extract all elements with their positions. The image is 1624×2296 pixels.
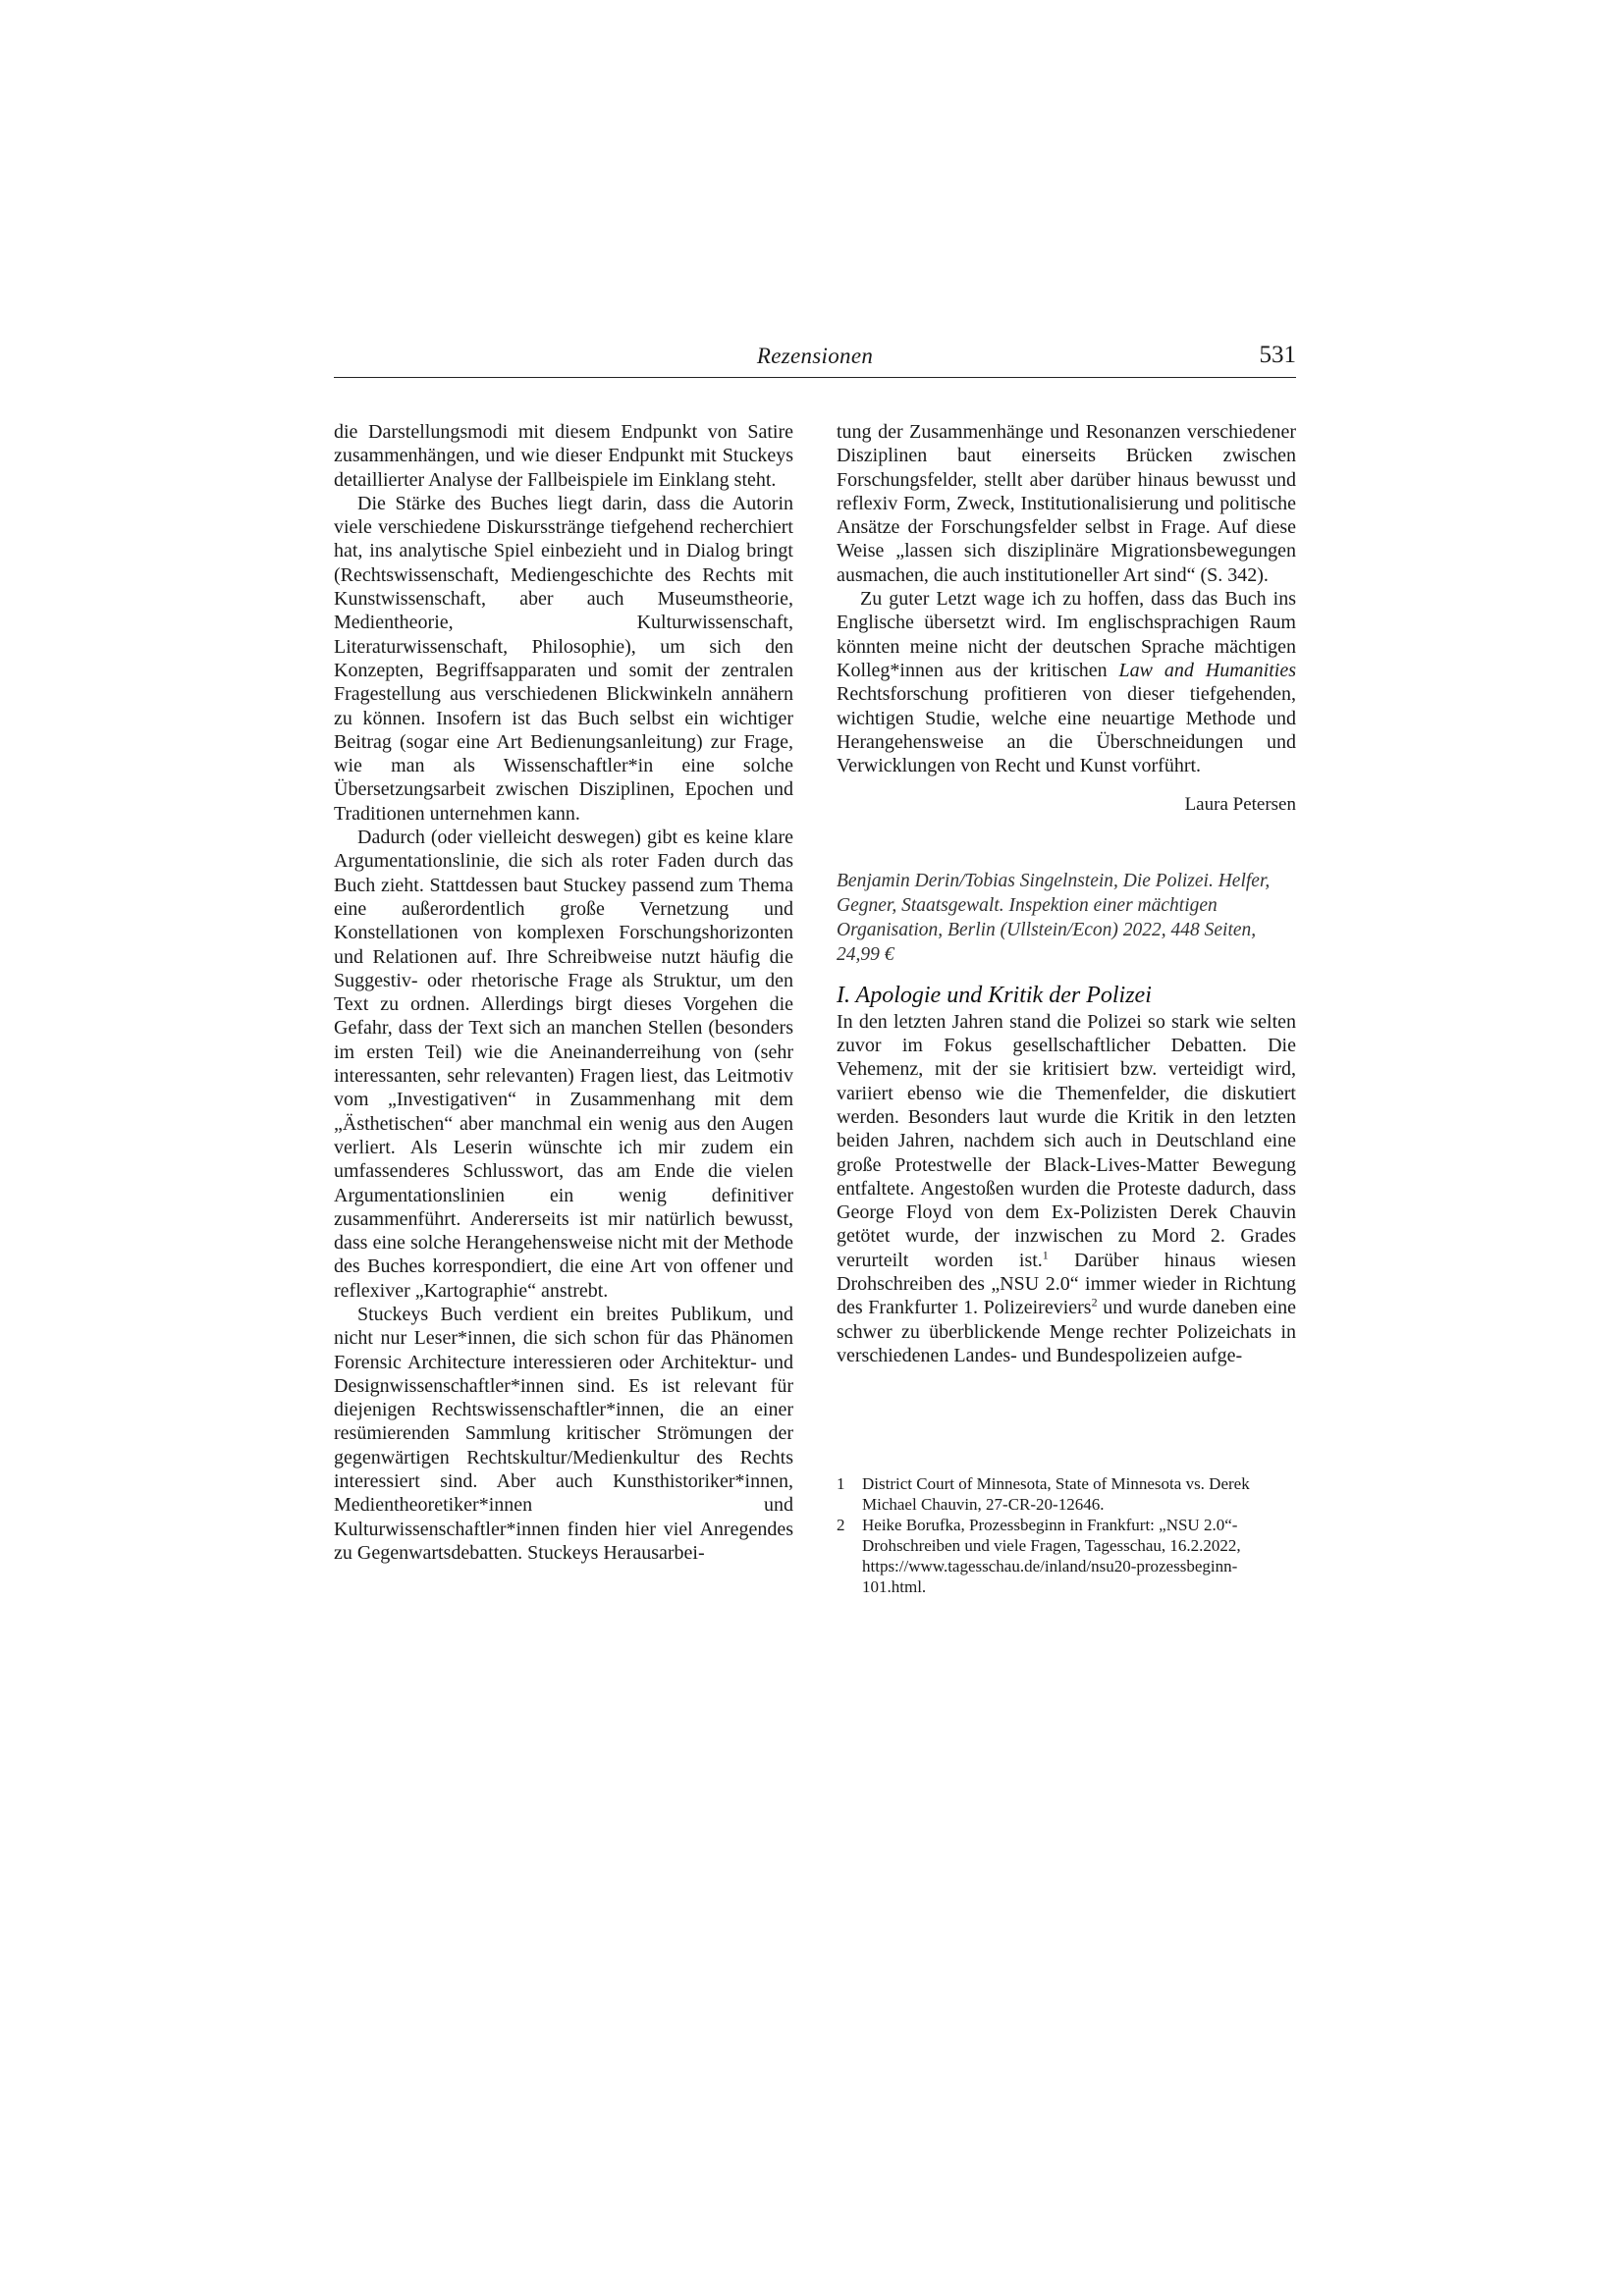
paragraph: Die Stärke des Buches liegt darin, dass die Autorin viele verschiedene Diskursstränge tiefgehend recherchiert hat, ins analytische Spiel einbezieht und in Dialog bringt (Rechtswissenschaft, Mediengeschichte des Rechts mit Kunstwissenschaft, aber auch Museumstheorie, Medientheorie, Kulturwissenschaft, Literaturwissenschaft, Philosophie), um sich den Konzepten, Begriffsapparaten und somit der zentralen Fragestellung aus verschiedenen Blickwinkeln annähern zu können. Insofern ist das Buch selbst ein wichtiger Beitrag (sogar eine Art Bedienungsanleitung) zur Frage, wie man als Wissenschaftler*in eine solche Übersetzungsarbeit zwischen Disziplinen, Epochen und Traditionen unternehmen kann.	[334, 492, 793, 825]
paragraph	[837, 587, 1296, 777]
paragraph	[837, 1010, 1296, 1367]
paragraph: die Darstellungsmodi mit diesem Endpunkt von Satire zusammenhängen, und wie dieser Endpunkt mit Stuckeys detaillierter Analyse der Fallbeispiele im Einklang steht.	[334, 421, 793, 491]
paragraph-text: und wurde daneben eine schwer zu überblickende Menge rechter Polizeichats in verschiedenen Landes- und Bundespolizeien aufge-	[837, 1297, 1296, 1366]
section-heading: I. Apologie und Kritik der Polizei	[837, 982, 1152, 1008]
running-header	[334, 342, 1296, 378]
paragraph: Stuckeys Buch verdient ein breites Publikum, und nicht nur Leser*innen, die sich schon für das Phänomen Forensic Architecture interessieren oder Architektur- und Designwissenschaftler*innen sind. Es ist relevant für diejenigen Rechtswissenschaftler*innen, die an einer resümierenden Sammlung kritischer Strömungen der gegenwärtigen Rechtskultur/Medienkultur des Rechts interessiert sind. Aber auch Kunsthistoriker*innen, Medientheoretiker*innen und Kulturwissenschaftler*innen finden hier viel Anregendes zu Gegenwartsdebatten. Stuckeys Herausarbei-	[334, 1303, 793, 1564]
footnote	[837, 1473, 1296, 1515]
review-author-signature: Laura Petersen	[1184, 794, 1296, 816]
left-column	[334, 420, 793, 1565]
footnotes	[837, 1473, 1296, 1597]
book-reference: Benjamin Derin/Tobias Singelnstein, Die Polizei. Helfer, Gegner, Staatsgewalt. Inspektion einer mächtigen Organisation, Berlin (Ullstein/Econ) 2022, 448 Seiten, 24,99 €	[837, 870, 1271, 965]
footnote-number: 2	[837, 1516, 845, 1535]
footnote-reference[interactable]: 1	[1042, 1248, 1049, 1262]
page-number: 531	[1259, 342, 1296, 368]
footnote-text: Heike Borufka, Prozessbeginn in Frankfurt: „NSU 2.0“-Drohschreiben und viele Fragen, Tagesschau, 16.2.2022, https://www.tagesschau.de/inland/nsu20-prozessbeginn-101.html.	[862, 1516, 1241, 1597]
emphasis-text: Law and Humanities	[1118, 659, 1296, 681]
footnote-number: 1	[837, 1474, 845, 1494]
footnote-text: District Court of Minnesota, State of Minnesota vs. Derek Michael Chauvin, 27-CR-20-12646.	[862, 1474, 1250, 1515]
right-column	[837, 420, 1296, 1597]
footnote	[837, 1515, 1296, 1597]
running-title: Rezensionen	[756, 344, 874, 368]
paragraph-text: Darüber hinaus wiesen Drohschreiben des „NSU 2.0“ immer wieder in Richtung des Frankfurter 1. Polizeireviers	[837, 1249, 1296, 1319]
paragraph: Dadurch (oder vielleicht deswegen) gibt es keine klare Argumentationslinie, die sich als roter Faden durch das Buch zieht. Stattdessen baut Stuckey passend zum Thema eine außerordentlich große Vernetzung und Konstellationen von komplexen Forschungshorizonten und Relationen auf. Ihre Schreibweise nutzt häufig die Suggestiv- oder rhetorische Frage als Struktur, um den Text zu ordnen. Allerdings birgt dieses Vorgehen die Gefahr, dass der Text sich an manchen Stellen (besonders im ersten Teil) wie die Aneinanderreihung von (sehr interessanten, sehr relevanten) Fragen liest, das Leitmotiv vom „Investigativen“ in Zusammenhang mit dem „Ästhetischen“ aber manchmal ein wenig aus den Augen verliert. Als Leserin wünschte ich mir zudem ein umfassenderes Schlusswort, das am Ende die vielen Argumentationslinien ein wenig definitiver zusammenführt. Andererseits ist mir natürlich bewusst, dass eine solche Herangehensweise nicht mit der Methode des Buches korrespondiert, die eine Art von offener und reflexiver „Kartographie“ anstrebt.	[334, 827, 793, 1302]
footnote-reference[interactable]: 2	[1091, 1295, 1098, 1309]
paragraph-text: In den letzten Jahren stand die Polizei so stark wie selten zuvor im Fokus gesellschaftlicher Debatten. Die Vehemenz, mit der sie kritisiert bzw. verteidigt wird, variiert ebenso wie die Themenfelder, die diskutiert werden. Besonders laut wurde die Kritik in den letzten beiden Jahren, nachdem sich auch in Deutschland eine große Protestwelle der Black-Lives-Matter Bewegung entfaltete. Angestoßen wurden die Proteste dadurch, dass George Floyd von dem Ex-Polizisten Derek Chauvin getötet wurde, der inzwischen zu Mord 2. Grades verurteilt worden ist.	[837, 1010, 1296, 1271]
paragraph: tung der Zusammenhänge und Resonanzen verschiedener Disziplinen baut einerseits Brücken zwischen Forschungsfelder, stellt aber darüber hinaus bewusst und reflexiv Form, Zweck, Institutionalisierung und politische Ansätze der Forschungsfelder selbst in Frage. Auf diese Weise „lassen sich disziplinäre Migrationsbewegungen ausmachen, die auch institutioneller Art sind“ (S. 342).	[837, 421, 1296, 586]
paragraph-text: Zu guter Letzt wage ich zu hoffen, dass das Buch ins Englische übersetzt wird. Im englischsprachigen Raum könnten meine nicht der deutschen Sprache mächtigen Kolleg*innen aus der kritischen	[837, 588, 1296, 681]
paragraph-text: Rechtsforschung profitieren von dieser tiefgehenden, wichtigen Studie, welche eine neuartige Methode und Herangehensweise an die Überschneidungen und Verwicklungen von Recht und Kunst vorführt.	[837, 683, 1296, 777]
